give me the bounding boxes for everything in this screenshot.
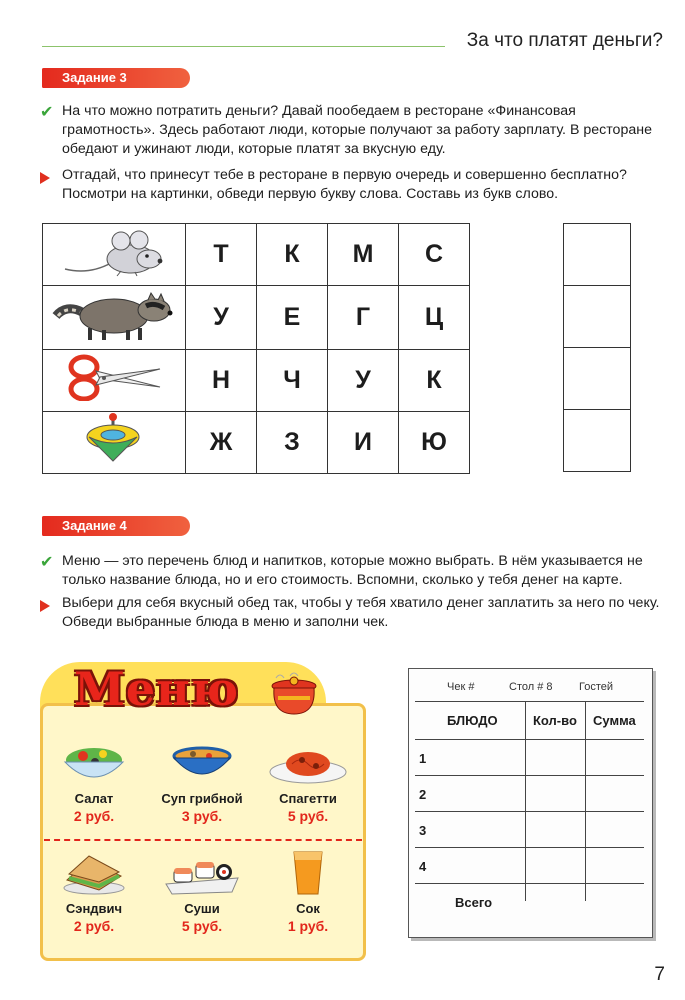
header-rule	[42, 46, 445, 47]
answer-cell[interactable]	[564, 286, 631, 348]
answer-cell[interactable]	[564, 410, 631, 472]
spinning-top-icon	[43, 412, 186, 474]
menu-item-name: Суши	[184, 901, 220, 916]
grid-letter[interactable]: Ж	[186, 412, 257, 474]
grid-letter[interactable]: Н	[186, 350, 257, 412]
menu-item-name: Сэндвич	[65, 901, 123, 916]
task4-instruction-text: Выбери для себя вкусный обед так, чтобы у тебя хватило денег заплатить за него по чеку. Обведи выбранные блюда в меню и заполни чек.	[62, 595, 660, 630]
grid-letter[interactable]: М	[328, 224, 399, 286]
task4-badge: Задание 4	[42, 516, 190, 536]
answer-cell[interactable]	[564, 348, 631, 410]
menu-item-soup[interactable]	[150, 742, 254, 824]
task3-instruction-text: Отгадай, что принесут тебе в ресторане в первую очередь и совершенно бесплатно? Посмотри на картинки, обведи первую букву слова. Составь из букв слово.	[62, 167, 627, 202]
menu-item-name: Суп грибной	[161, 791, 243, 806]
menu-title: Меню	[74, 662, 240, 716]
menu-item-price: 3 руб.	[181, 808, 223, 824]
chapter-title: За что платят деньги?	[466, 30, 663, 51]
juice-icon	[288, 848, 328, 896]
answer-word-boxes	[563, 223, 631, 472]
receipt-row-number: 4	[419, 859, 427, 874]
menu-item-sandwich[interactable]	[42, 850, 146, 934]
grid-row	[43, 224, 470, 286]
receipt-check-number-label: Чек #	[447, 681, 475, 693]
receipt-row-number: 1	[419, 751, 427, 766]
menu-item-price: 5 руб.	[181, 918, 223, 934]
grid-letter[interactable]: З	[257, 412, 328, 474]
grid-letter[interactable]: С	[399, 224, 470, 286]
menu-item-name: Сок	[296, 901, 320, 916]
menu-item-name: Салат	[74, 791, 114, 806]
sandwich-icon	[59, 850, 129, 896]
receipt-col-qty: Кол-во	[533, 713, 577, 728]
menu-item-price: 2 руб.	[73, 918, 115, 934]
grid-letter[interactable]: Е	[257, 286, 328, 350]
receipt-table-label: Стол # 8	[509, 681, 553, 693]
page-number: 7	[654, 964, 665, 985]
grid-letter[interactable]: Ц	[399, 286, 470, 350]
sushi-icon	[162, 850, 242, 896]
check-icon: ✔	[40, 104, 54, 121]
soup-icon	[167, 742, 237, 786]
grid-letter[interactable]: Ч	[257, 350, 328, 412]
task4-intro-text: Меню — это перечень блюд и напитков, которые можно выбрать. В нём указывается не только название блюда, но и его стоимость. Вспомни, сколько у тебя денег на карте.	[62, 553, 643, 588]
grid-letter[interactable]: И	[328, 412, 399, 474]
grid-letter[interactable]: Т	[186, 224, 257, 286]
triangle-bullet-icon	[40, 172, 50, 184]
grid-letter[interactable]: У	[328, 350, 399, 412]
menu-item-juice[interactable]	[256, 848, 360, 934]
grid-row	[43, 286, 470, 350]
pot-icon	[266, 672, 324, 723]
menu-item-price: 5 руб.	[287, 808, 329, 824]
task3-badge: Задание 3	[42, 68, 190, 88]
grid-letter[interactable]: К	[399, 350, 470, 412]
grid-letter[interactable]: У	[186, 286, 257, 350]
salad-icon	[59, 742, 129, 786]
receipt	[408, 668, 653, 938]
menu-item-price: 2 руб.	[73, 808, 115, 824]
receipt-total-label: Всего	[455, 895, 493, 910]
receipt-col-dish: БЛЮДО	[447, 713, 498, 728]
grid-row	[43, 350, 470, 412]
menu-item-sushi[interactable]	[150, 850, 254, 934]
grid-letter[interactable]: К	[257, 224, 328, 286]
receipt-row-number: 3	[419, 823, 427, 838]
receipt-row-number: 2	[419, 787, 427, 802]
scissors-icon	[43, 350, 186, 412]
receipt-col-sum: Сумма	[593, 713, 636, 728]
grid-letter[interactable]: Г	[328, 286, 399, 350]
menu-item-name: Спагетти	[279, 791, 337, 806]
triangle-bullet-icon	[40, 600, 50, 612]
task3-intro-text: На что можно потратить деньги? Давай пообедаем в ресторане «Финансовая грамотность». Здесь работают люди, которые получают за работу зарплату. В ресторане обедают и ужинают люди, которые платят за вкусную еду.	[62, 103, 652, 157]
grid-letter[interactable]: Ю	[399, 412, 470, 474]
menu-divider	[44, 839, 362, 841]
letter-grid	[42, 223, 470, 474]
menu-item-spaghetti[interactable]	[256, 742, 360, 824]
menu-item-salad[interactable]	[42, 742, 146, 824]
answer-cell[interactable]	[564, 224, 631, 286]
mouse-icon	[43, 224, 186, 286]
raccoon-icon	[43, 286, 186, 350]
menu-item-price: 1 руб.	[287, 918, 329, 934]
spaghetti-icon	[266, 742, 350, 786]
grid-row	[43, 412, 470, 474]
check-icon: ✔	[40, 554, 54, 571]
receipt-guests-label: Гостей	[579, 681, 614, 693]
